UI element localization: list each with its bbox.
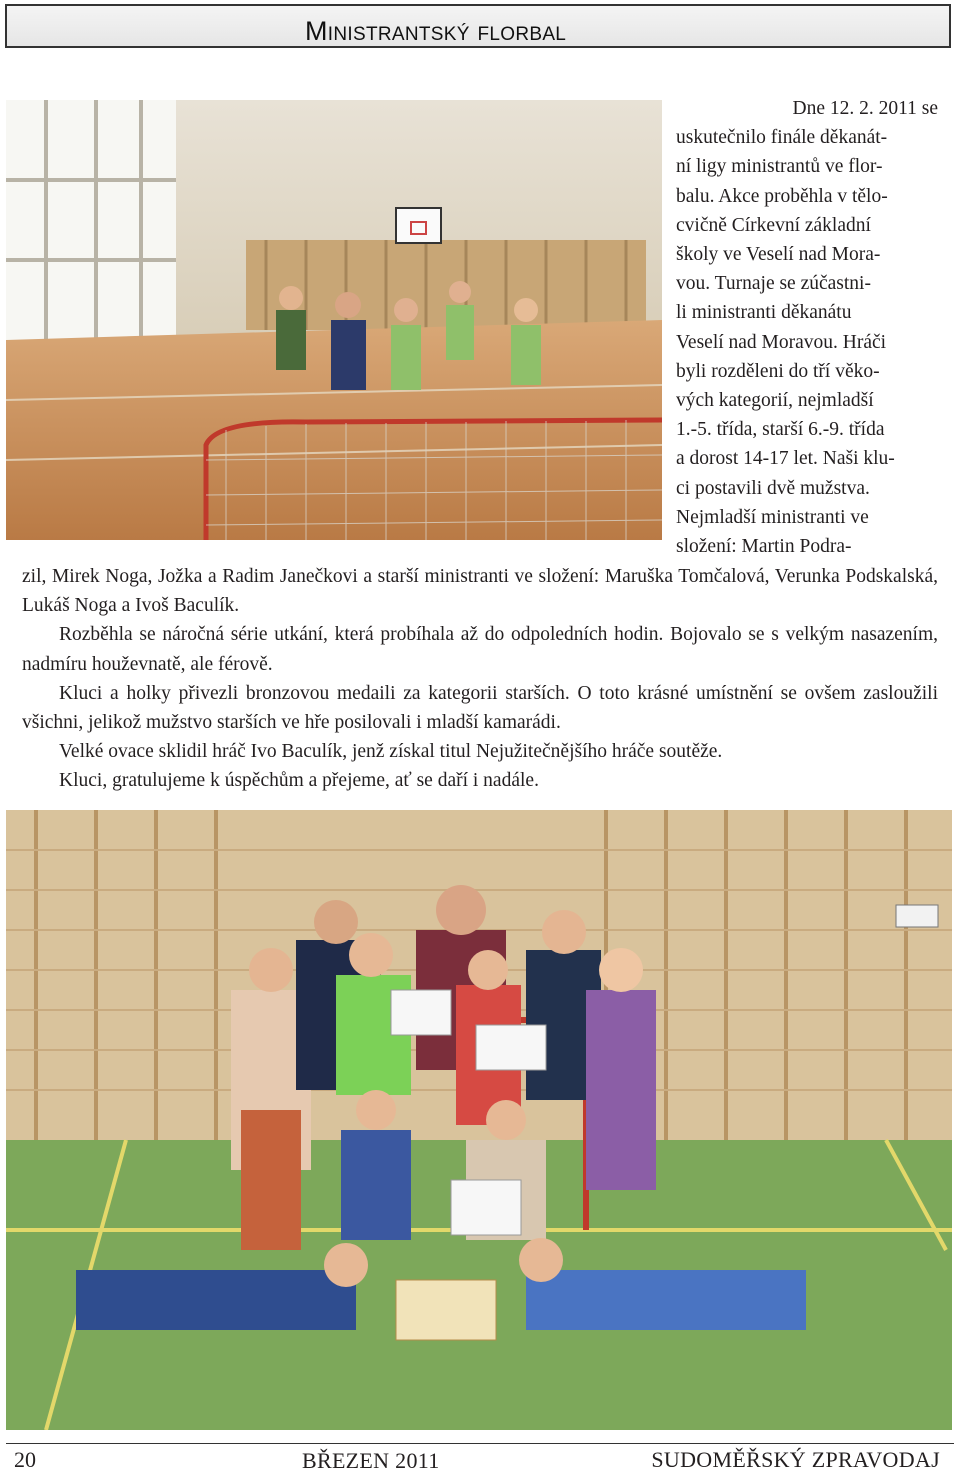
article-intro-column [676,94,938,561]
intro-line: a dorost 14-17 let. Naši klu- [676,448,895,470]
intro-line: byli rozděleni do tří věko- [676,360,880,382]
intro-line: 1.-5. třída, starší 6.-9. třída [676,419,885,441]
issue-date: BŘEZEN 2011 [302,1448,440,1473]
intro-line: Dne 12. 2. 2011 se [792,98,938,119]
intro-line: ní ligy ministrantů ve flor- [676,156,883,178]
article-body [22,562,938,796]
article-paragraph: Rozběhla se náročná série utkání, která probíhala až do odpoledních hodin. Bojovalo se s velkým nasazením, nadmíru houževnatě, ale férově. [22,624,938,675]
page-number: 20 [14,1447,36,1472]
intro-line: školy ve Veselí nad Mora- [676,244,881,266]
article-paragraph: Kluci, gratulujeme k úspěchům a přejeme, ať se daří i nadále. [59,770,539,792]
intro-line: balu. Akce proběhla v tělo- [676,185,888,207]
section-header-box [5,4,951,48]
article-paragraph: Kluci a holky přivezli bronzovou medaili za kategorii starších. O toto krásné umístnění se ovšem zasloužili všichni, jelikož mužstvo starších ve hře posilovali i mladší kamarádi. [22,682,938,734]
intro-line: vou. Turnaje se zúčastni- [676,273,871,295]
magazine-name: SUDOMĚŘSKÝ ZPRAVODAJ [651,1447,940,1472]
intro-line: cvičně Církevní základní [676,214,871,236]
article-paragraph: zil, Mirek Noga, Jožka a Radim Janečkovi a starší ministranti ve složení: Maruška Tomčalová, Verunka Podskalská, Lukáš Noga a Ivoš Baculík. [22,566,938,617]
team-group-photo [6,810,952,1430]
intro-line: uskutečnilo finále děkanát- [676,127,888,149]
intro-line: vých kategorií, nejmladší [676,390,874,412]
floorball-game-photo [6,100,662,540]
intro-line: Nejmladší ministranti ve [676,506,869,528]
intro-line: Veselí nad Moravou. Hráči [676,331,887,353]
intro-line: složení: Martin Podra- [676,536,852,558]
intro-line: ci postavili dvě mužstva. [676,477,870,499]
footer-rule [6,1443,954,1444]
intro-line: li ministranti děkanátu [676,302,852,324]
section-title: Ministrantský florbal [305,16,567,46]
article-paragraph: Velké ovace sklidil hráč Ivo Baculík, jenž získal titul Nejužitečnějšího hráče soutěže. [59,741,723,763]
